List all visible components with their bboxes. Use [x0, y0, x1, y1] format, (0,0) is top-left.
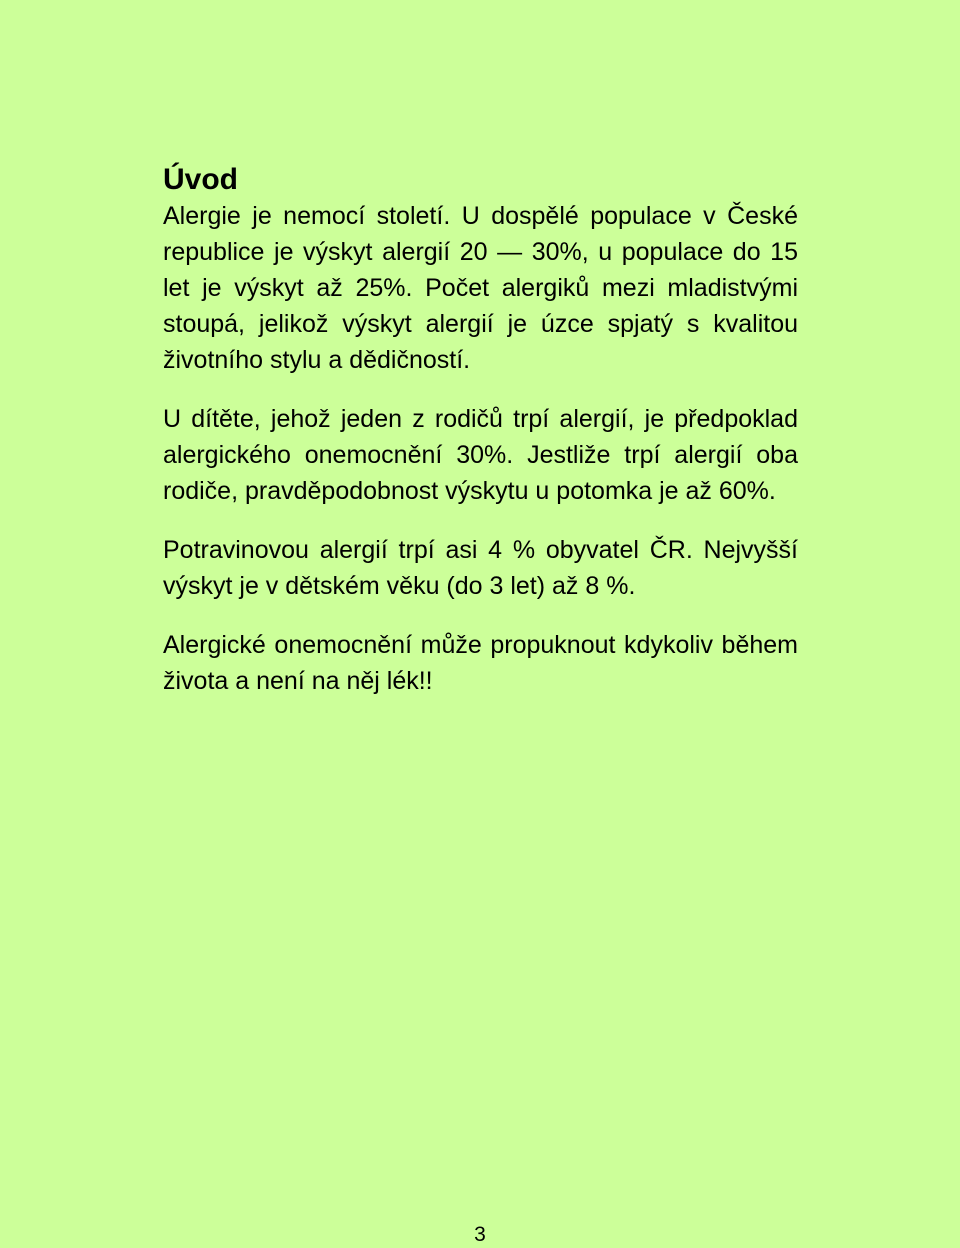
- paragraph-food-allergy: Potravinovou alergií trpí asi 4 % obyvatel ČR. Nejvyšší výskyt je v dětském věku (do 3 let) až 8 %.: [163, 536, 798, 600]
- paragraph-heredity: U dítěte, jehož jeden z rodičů trpí alergií, je předpoklad alergického onemocnění 30%. Jestliže trpí alergií oba rodiče, pravděpodobnost výskytu u potomka je až 60%.: [163, 405, 798, 505]
- page-content: [163, 161, 798, 699]
- paragraph-conclusion: Alergické onemocnění může propuknout kdykoliv během života a není na něj lék!!: [163, 631, 798, 695]
- paragraph-intro: Alergie je nemocí století. U dospělé populace v České republice je výskyt alergií 20 — 30%, u populace do 15 let je výskyt až 25%. Počet alergiků mezi mladistvými stoupá, jelikož výskyt alergií je úzce spjatý s kvalitou životního stylu a dědičností.: [163, 202, 798, 374]
- page-number: 3: [474, 1223, 486, 1246]
- section-heading: Úvod: [163, 163, 238, 196]
